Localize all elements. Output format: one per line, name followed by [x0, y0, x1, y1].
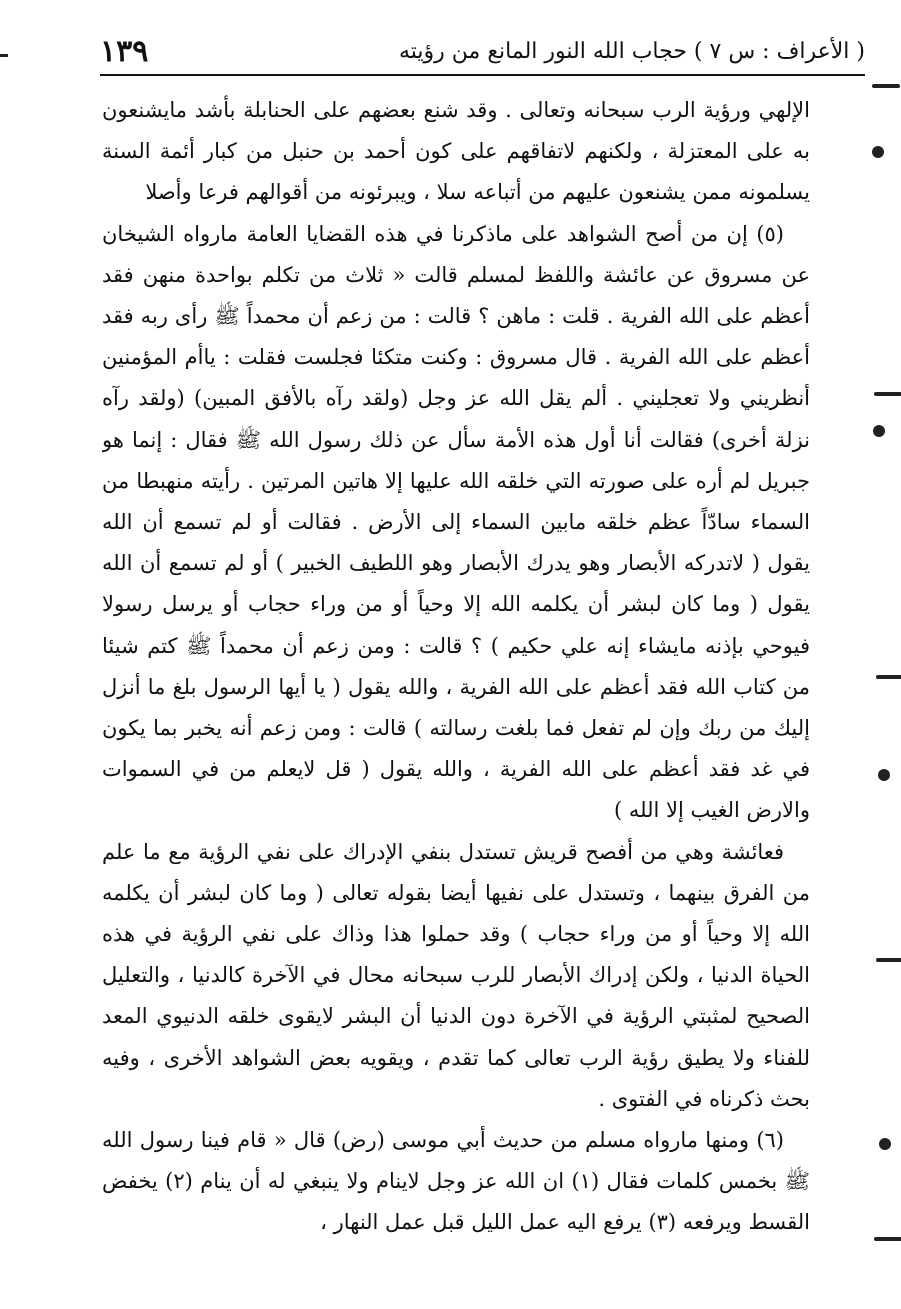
margin-mark	[872, 84, 900, 88]
margin-mark	[874, 392, 901, 396]
margin-mark	[873, 425, 885, 437]
header-title: ( الأعراف : س ٧ ) حجاب الله النور المانع من رؤيته	[399, 38, 865, 64]
paragraph-3: فعائشة وهي من أفصح قريش تستدل بنفي الإدراك على نفي الرؤية مع ما علم من الفرق بينهما ، وتستدل على نفيها أيضا بقوله تعالى ( وما كان لبشر أن يكلمه الله إلا وحياً أو من وراء حجاب ) وقد حملوا هذا وذاك على نفي الرؤية في هذه الحياة الدنيا ، ولكن إدراك الأبصار للرب سبحانه محال في الآخرة كالدنيا ، والتعليل الصحيح لمثبتي الرؤية في الآخرة دون الدنيا أن البشر لايقوى خلقه الدنيوي المعد للفناء ولا يطيق رؤية الرب تعالى كما تقدم ، ويقويه بعض الشواهد الأخرى ، وفيه بحث ذكرناه في الفتوى .	[102, 839, 810, 1111]
paragraph-2: (٥) إن من أصح الشواهد على ماذكرنا في هذه القضايا العامة مارواه الشيخان عن مسروق عن عائشة واللفظ لمسلم قالت « ثلاث من تكلم بواحدة منهن فقد أعظم على الله الفرية . قلت : ماهن ؟ قالت : من زعم أن محمداً ﷺ رأى ربه فقد أعظم على الله الفرية . قال مسروق : وكنت متكئا فجلست فقلت : ياأم المؤمنين أنظريني ولا تعجليني . ألم يقل الله عز وجل (ولقد رآه بالأفق المبين) (ولقد رآه نزلة أخرى) فقالت أنا أول هذه الأمة سأل عن ذلك رسول الله ﷺ فقال : إنما هو جبريل لم أره على صورته التي خلقه الله عليها إلا هاتين المرتين . رأيته منهبطا من السماء سادّاً عظم خلقه مابين السماء إلى الأرض . فقالت أو لم تسمع أن الله يقول ( لاتدركه الأبصار وهو يدرك الأبصار وهو اللطيف الخبير ) أو لم تسمع أن الله يقول ( وما كان لبشر أن يكلمه الله إلا وحياً أو من وراء حجاب أو يرسل رسولا فيوحي بإذنه مايشاء إنه علي حكيم ) ؟ قالت : ومن زعم أن محمداً ﷺ كتم شيئا من كتاب الله فقد أعظم على الله الفرية ، والله يقول ( يا أيها الرسول بلغ ما أنزل إليك من ربك وإن لم تفعل فما بلغت رسالته ) قالت : ومن زعم أنه يخبر بما يكون في غد فقد أعظم على الله الفرية ، والله يقول ( قل لايعلم من في السموات والارض الغيب إلا الله )	[102, 221, 810, 823]
paragraph-4: (٦) ومنها مارواه مسلم من حديث أبي موسى (رض) قال « قام فينا رسول الله ﷺ بخمس كلمات فقال (١) ان الله عز وجل لاينام ولا ينبغي له أن ينام (٢) يخفض القسط ويرفعه (٣) يرفع اليه عمل الليل قبل عمل النهار ،	[102, 1128, 810, 1235]
page-number: ١٣٩	[100, 33, 149, 69]
margin-mark	[874, 1237, 901, 1241]
running-header	[100, 28, 865, 76]
margin-mark	[876, 958, 901, 962]
body-text	[102, 90, 810, 1300]
margin-mark	[872, 146, 884, 158]
margin-mark	[879, 1138, 891, 1150]
margin-mark	[878, 769, 890, 781]
margin-tick	[0, 54, 8, 57]
paragraph-1: الإلهي ورؤية الرب سبحانه وتعالى . وقد شنع بعضهم على الحنابلة بأشد مايشنعون به على المعتزلة ، ولكنهم لاتفاقهم على كون أحمد بن حنبل من كبار أئمة السنة يسلمونه ممن يشنعون عليهم من أتباعه سلا ، ويبرئونه من أقوالهم فرعا وأصلا	[102, 98, 810, 205]
margin-mark	[876, 675, 901, 679]
